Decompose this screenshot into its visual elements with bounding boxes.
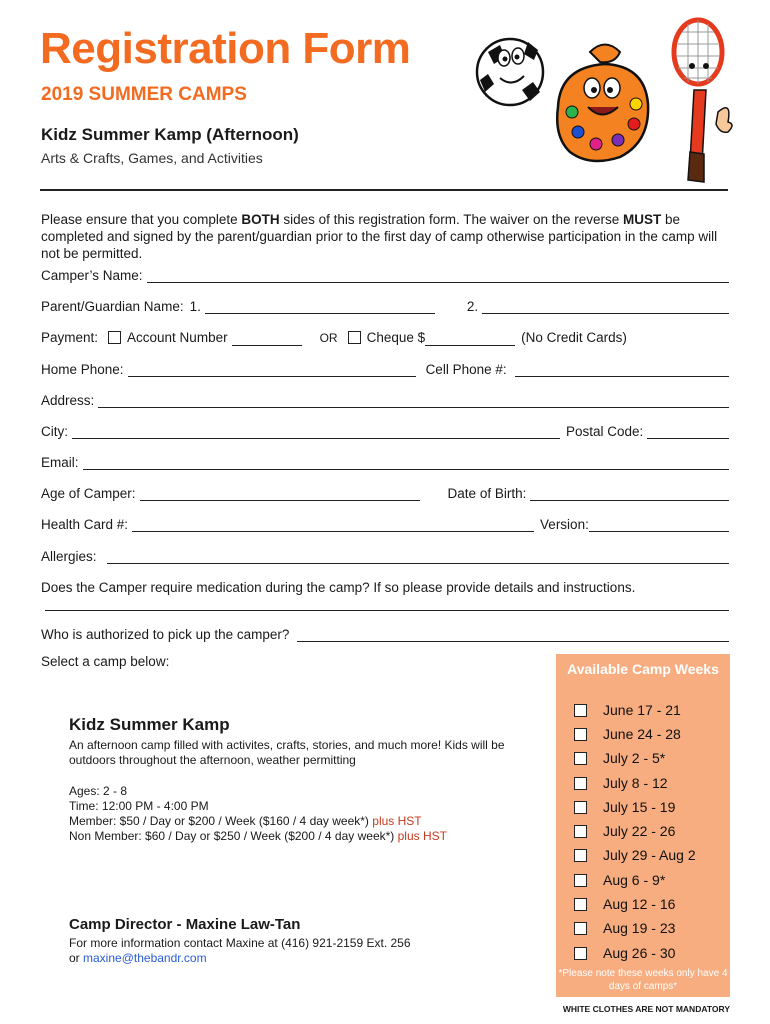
parent-name-row: Parent/Guardian Name: 1. 2. (41, 299, 729, 314)
allergies-row: Allergies: (41, 549, 729, 564)
cheque-amount-field[interactable] (425, 332, 515, 346)
week-checkbox[interactable] (574, 898, 587, 911)
camp-heading: Kidz Summer Kamp (Afternoon) (41, 125, 299, 144)
postal-code-field[interactable] (647, 425, 729, 439)
camp-member-price: Member: $50 / Day or $200 / Week ($160 / 4 day week*) plus HST (69, 814, 422, 828)
page-title: Registration Form (40, 24, 411, 73)
week-checkbox[interactable] (574, 874, 587, 887)
pickup-row: Who is authorized to pick up the camper? (41, 627, 729, 642)
director-email-link[interactable]: maxine@thebandr.com (83, 951, 207, 965)
week-checkbox[interactable] (574, 922, 587, 935)
parent-name-label: Parent/Guardian Name: (41, 299, 184, 314)
page-subtitle: 2019 SUMMER CAMPS (41, 84, 247, 105)
parent-name-2-field[interactable] (482, 300, 729, 314)
phone-row: Home Phone: Cell Phone #: (41, 362, 729, 377)
camp-details (69, 784, 539, 844)
panel-note: *Please note these weeks only have 4 days of camps* (558, 968, 728, 992)
week-checkbox[interactable] (574, 752, 587, 765)
week-option[interactable]: Aug 6 - 9* (574, 872, 665, 888)
camp-description: An afternoon camp filled with activites, crafts, stories, and much more! Kids will be outdoors throughout the afternoon, weather permitting (69, 738, 505, 767)
week-option[interactable]: July 29 - Aug 2 (574, 847, 696, 863)
week-checkbox[interactable] (574, 825, 587, 838)
week-option[interactable]: July 22 - 26 (574, 823, 675, 839)
week-option[interactable]: July 2 - 5* (574, 750, 665, 766)
allergies-field[interactable] (107, 550, 729, 564)
week-option[interactable]: July 15 - 19 (574, 799, 675, 815)
payment-label: Payment: (41, 330, 99, 345)
week-checkbox[interactable] (574, 801, 587, 814)
version-field[interactable] (589, 518, 729, 532)
week-option[interactable]: July 8 - 12 (574, 775, 668, 791)
intro-paragraph: Please ensure that you complete BOTH sides of this registration form. The waiver on the reverse MUST be completed and signed by the parent/guardian prior to the first day of camp otherwise participation in the camp will not be permitted. (41, 212, 718, 261)
age-dob-row: Age of Camper: Date of Birth: (41, 486, 729, 501)
campers-name-label: Camper’s Name: (41, 268, 143, 283)
week-option[interactable]: Aug 26 - 30 (574, 945, 675, 961)
age-field[interactable] (140, 487, 420, 501)
account-number-checkbox[interactable] (108, 331, 121, 344)
week-option[interactable]: Aug 19 - 23 (574, 920, 675, 936)
panel-heading: Available Camp Weeks (567, 661, 719, 677)
week-option[interactable]: June 17 - 21 (574, 702, 681, 718)
pickup-field[interactable] (297, 628, 729, 642)
director-info: For more information contact Maxine at (416) 921-2159 Ext. 256 or maxine@thebandr.com (69, 936, 411, 965)
divider (40, 189, 728, 191)
week-option[interactable]: June 24 - 28 (574, 726, 681, 742)
address-field[interactable] (98, 394, 729, 408)
footer-note: WHITE CLOTHES ARE NOT MANDATORY (562, 1004, 730, 1014)
available-weeks-panel (556, 654, 730, 997)
camp-nonmember-price: Non Member: $60 / Day or $250 / Week ($200 / 4 day week*) plus HST (69, 829, 447, 843)
cell-phone-field[interactable] (515, 363, 729, 377)
medication-question: Does the Camper require medication during the camp? If so please provide details and instructions. (41, 580, 636, 595)
week-checkbox[interactable] (574, 704, 587, 717)
account-number-field[interactable] (232, 332, 302, 346)
city-field[interactable] (72, 425, 560, 439)
camp-subheading: Arts & Crafts, Games, and Activities (41, 150, 263, 166)
email-field[interactable] (83, 456, 729, 470)
week-checkbox[interactable] (574, 849, 587, 862)
camp-title: Kidz Summer Kamp (69, 715, 230, 734)
health-card-row: Health Card #: Version: (41, 517, 729, 532)
select-camp-label: Select a camp below: (41, 654, 170, 669)
health-card-field[interactable] (132, 518, 534, 532)
tennis-racket-icon (674, 20, 732, 182)
medication-field[interactable] (45, 597, 729, 611)
director-title: Camp Director - Maxine Law-Tan (69, 916, 301, 933)
camp-ages: Ages: 2 - 8 (69, 784, 128, 798)
soccer-ball-icon (477, 39, 543, 105)
home-phone-field[interactable] (128, 363, 416, 377)
address-row: Address: (41, 393, 729, 408)
week-checkbox[interactable] (574, 728, 587, 741)
week-checkbox[interactable] (574, 947, 587, 960)
campers-name-row (41, 268, 729, 283)
payment-row: Payment: Account Number OR Cheque $ (No Credit Cards) (41, 330, 627, 345)
camp-time: Time: 12:00 PM - 4:00 PM (69, 799, 209, 813)
email-row: Email: (41, 455, 729, 470)
cheque-checkbox[interactable] (348, 331, 361, 344)
paint-palette-icon (557, 45, 648, 162)
week-option[interactable]: Aug 12 - 16 (574, 896, 675, 912)
dob-field[interactable] (530, 487, 729, 501)
parent-name-1-field[interactable] (205, 300, 435, 314)
city-row: City: Postal Code: (41, 424, 729, 439)
campers-name-field[interactable] (147, 269, 729, 283)
cartoon-illustrations (470, 12, 740, 187)
week-checkbox[interactable] (574, 777, 587, 790)
